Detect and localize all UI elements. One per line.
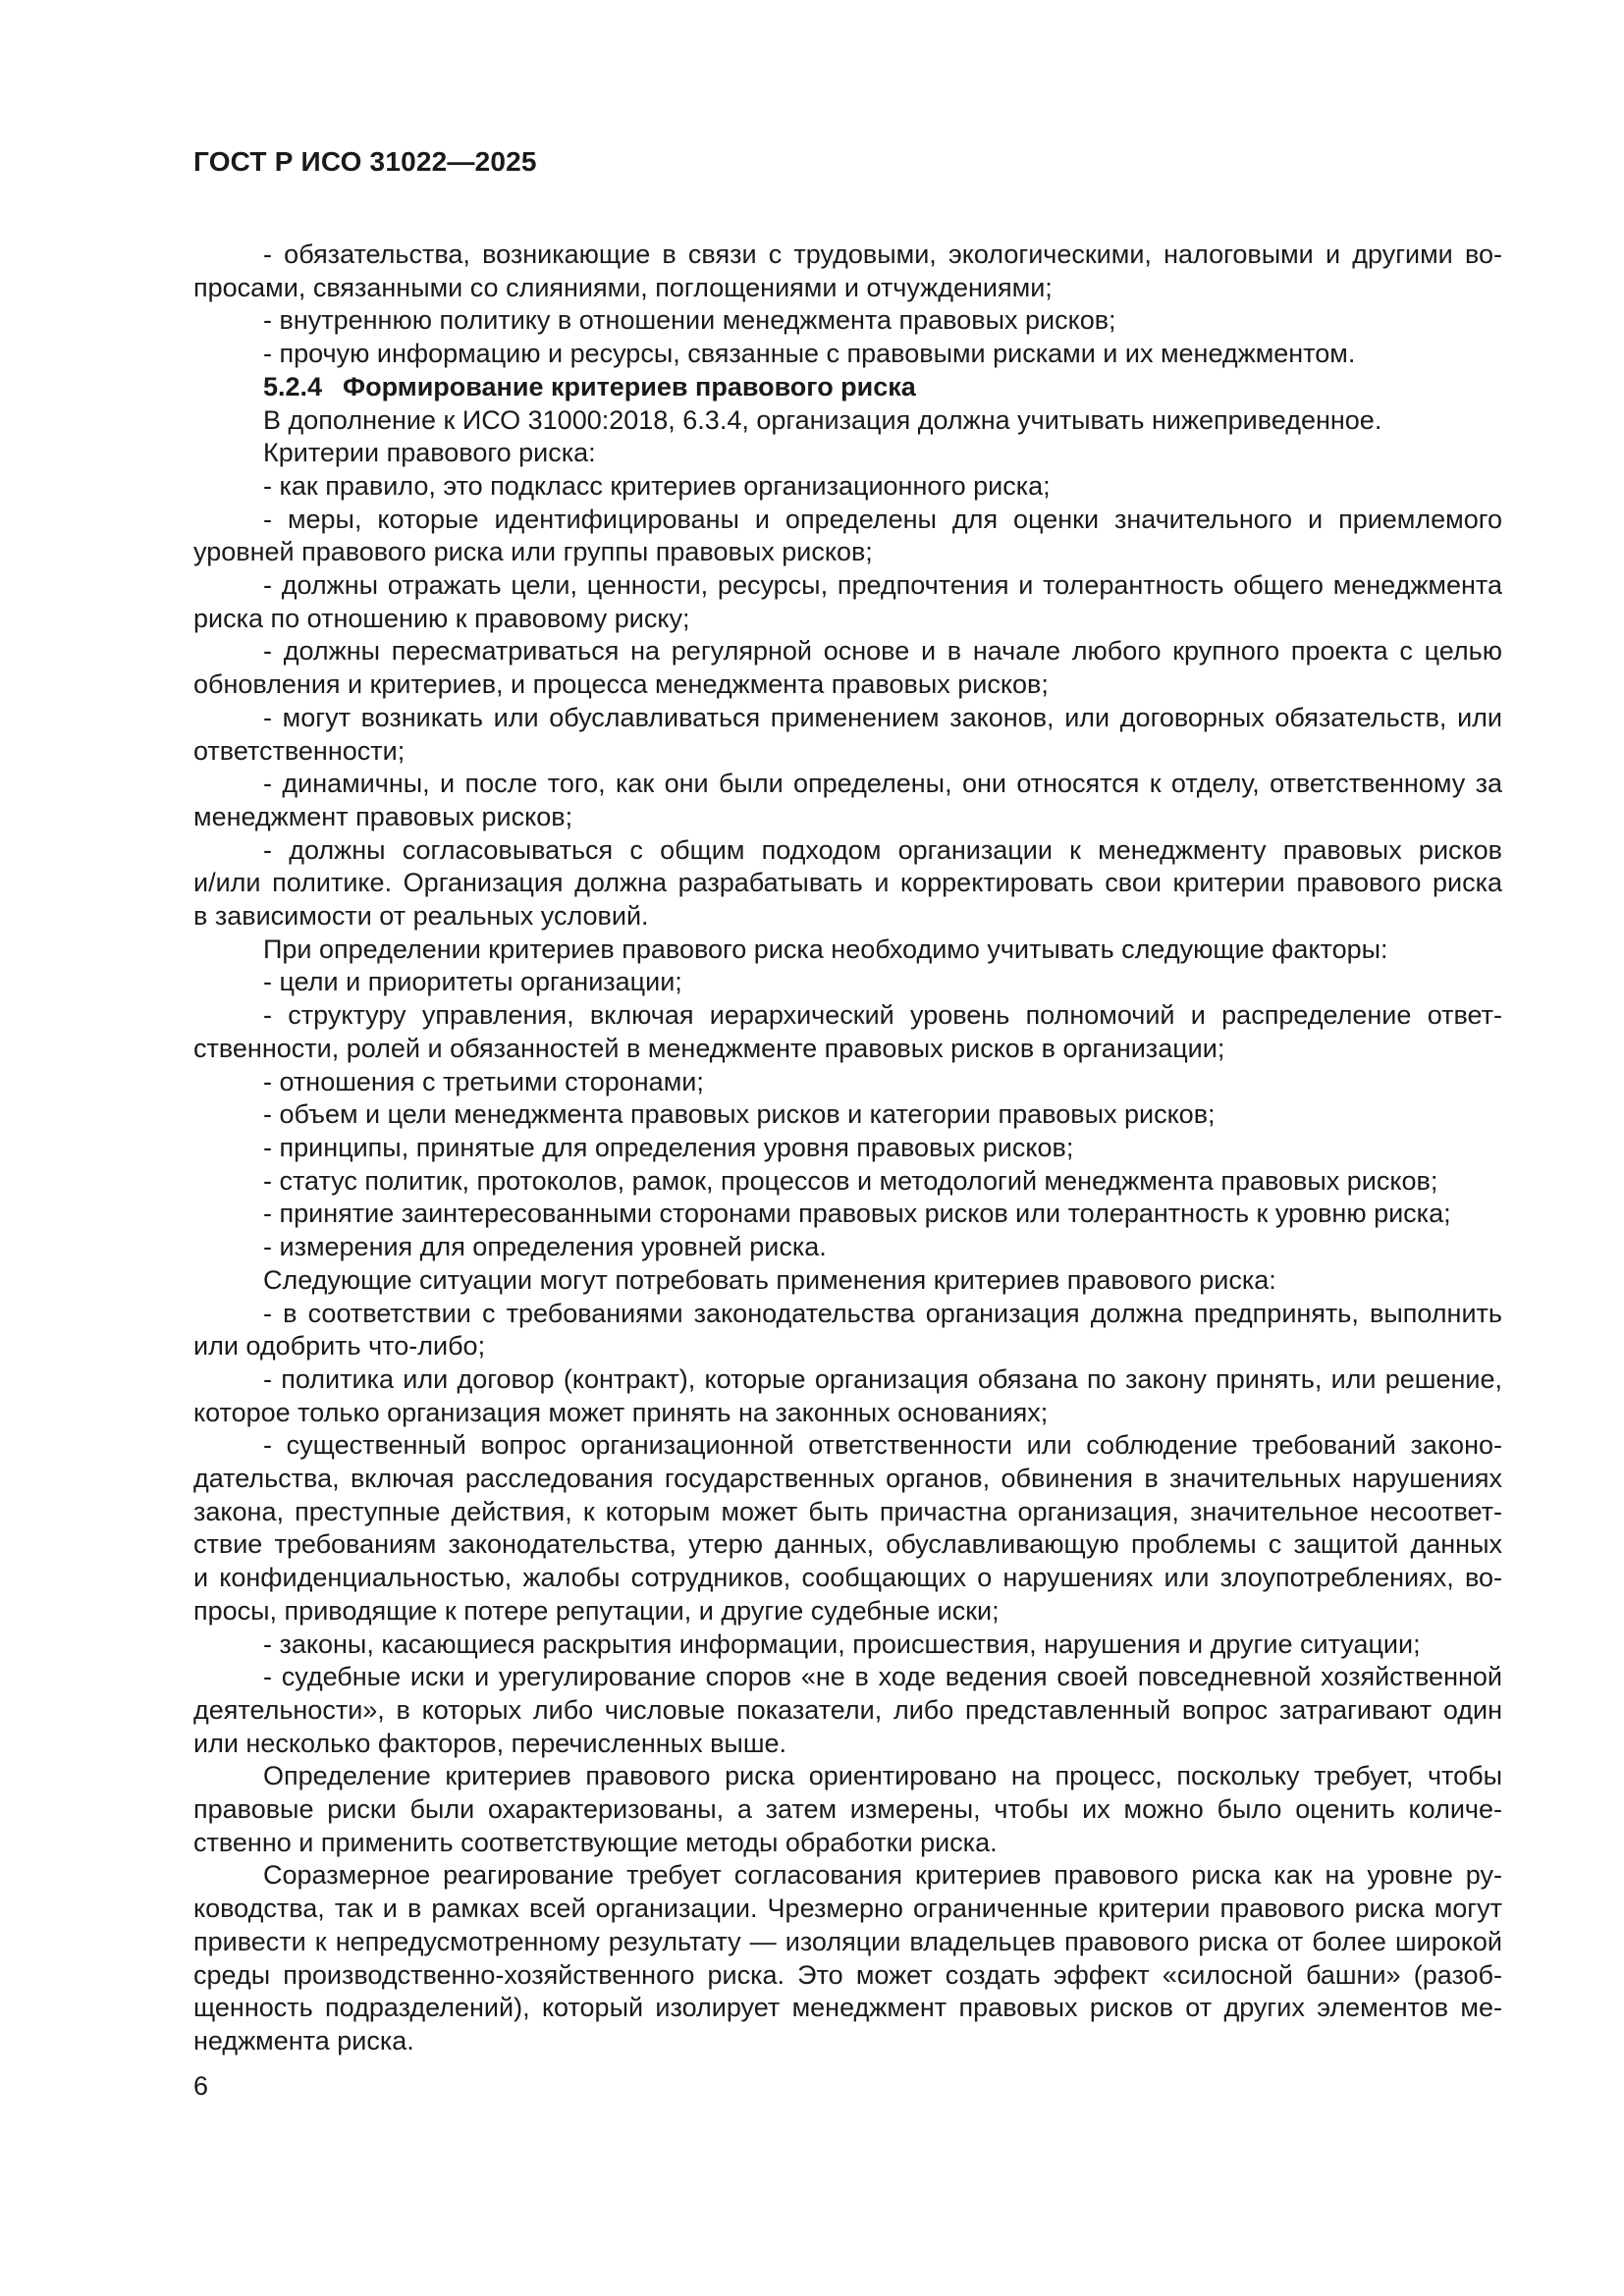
bullet-disclosure-laws-line: - законы, касающиеся раскрытия информации, происшествия, нарушения и другие ситуации; <box>263 1629 1421 1659</box>
para-process-oriented-line: правовые риски были охарактеризованы, а затем измерены, чтобы их можно было оценить количе- <box>193 1794 1502 1825</box>
para-criteria-intro-line: Критерии правового риска: <box>263 438 596 468</box>
para-proportionate-response-line: щенность подразделений), который изолирует менеджмент правовых рисков от других элементов ме- <box>193 1993 1502 2023</box>
para-other-info-line: - прочую информацию и ресурсы, связанные с правовыми рисками и их менеджментом. <box>263 339 1356 369</box>
para-process-oriented-line: ственно и применить соответствующие методы обработки риска. <box>193 1827 998 1857</box>
bullet-law-requirements-line: - в соответствии с требованиями законодательства организация должна предпринять, выполнить <box>263 1298 1502 1328</box>
bullet-measures-line: уровней правового риска или группы правовых рисков; <box>193 537 873 567</box>
para-internal-policy-line: - внутреннюю политику в отношении менеджмента правовых рисков; <box>263 305 1116 336</box>
bullet-subclass-line: - как правило, это подкласс критериев организационного риска; <box>263 470 1051 501</box>
bullet-litigation-line: деятельности», в которых либо числовые показатели, либо представленный вопрос затрагивают один <box>193 1694 1502 1725</box>
bullet-governance-line: - структуру управления, включая иерархический уровень полномочий и распределение ответ- <box>263 1000 1502 1031</box>
bullet-align-line: - должны согласовываться с общим подходом организации к менеджменту правовых рисков <box>263 834 1502 865</box>
bullet-reflect-goals-line: - должны отражать цели, ценности, ресурсы, предпочтения и толерантность общего менеджмента <box>263 570 1502 601</box>
bullet-align-line: в зависимости от реальных условий. <box>193 901 649 932</box>
bullet-substantial-issue-line: закона, преступные действия, к которым может быть причастна организация, значительное несоответ- <box>193 1496 1502 1526</box>
document-body <box>193 239 1502 2058</box>
bullet-align-line: и/или политике. Организация должна разрабатывать и корректировать свои критерии правового риска <box>193 868 1502 898</box>
bullet-review-line: - должны пересматриваться на регулярной основе и в начале любого крупного проекта с целью <box>263 636 1502 667</box>
para-process-oriented-line: Определение критериев правового риска ориентировано на процесс, поскольку требует, чтобы <box>263 1761 1502 1791</box>
bullet-principles-line: - принципы, принятые для определения уровня правовых рисков; <box>263 1132 1074 1162</box>
bullet-measures-line: - меры, которые идентифицированы и определены для оценки значительного и приемлемого <box>263 504 1502 534</box>
para-liabilities-line: просами, связанными со слияниями, поглощениями и отчуждениями; <box>193 272 1053 302</box>
bullet-third-parties-line: - отношения с третьими сторонами; <box>263 1066 704 1096</box>
bullet-policy-contract-line: - политика или договор (контракт), которые организация обязана по закону принять, или решение, <box>263 1363 1502 1394</box>
para-proportionate-response-line: Соразмерное реагирование требует согласования критериев правового риска как на уровне ру- <box>263 1860 1502 1891</box>
para-factors-intro-line: При определении критериев правового риска необходимо учитывать следующие факторы: <box>263 934 1388 964</box>
bullet-dynamic-line: менеджмент правовых рисков; <box>193 801 573 831</box>
bullet-measurements-line: - измерения для определения уровней риска. <box>263 1232 827 1262</box>
bullet-goals-priorities-line: - цели и приоритеты организации; <box>263 967 682 997</box>
bullet-litigation-line: или несколько факторов, перечисленных выше. <box>193 1728 786 1758</box>
bullet-policy-contract-line: которое только организация может принять на законных основаниях; <box>193 1397 1049 1427</box>
para-proportionate-response-line: неджмента риска. <box>193 2025 414 2056</box>
bullet-scope-goals-line: - объем и цели менеджмента правовых рисков и категории правовых рисков; <box>263 1099 1216 1130</box>
bullet-dynamic-line: - динамичны, и после того, как они были определены, они относятся к отделу, ответственному за <box>263 769 1502 799</box>
bullet-review-line: обновления и критериев, и процесса менеджмента правовых рисков; <box>193 669 1049 700</box>
running-header: ГОСТ Р ИСО 31022—2025 <box>193 146 537 177</box>
heading-5-2-4-line: 5.2.4 Формирование критериев правового риска <box>263 371 916 401</box>
bullet-status-policies-line: - статус политик, протоколов, рамок, процессов и методологий менеджмента правовых рисков; <box>263 1165 1438 1196</box>
bullet-law-requirements-line: или одобрить что-либо; <box>193 1331 486 1362</box>
para-addition-iso-line: В дополнение к ИСО 31000:2018, 6.3.4, организация должна учитывать нижеприведенное. <box>263 404 1382 435</box>
bullet-stakeholder-acceptance-line: - принятие заинтересованными сторонами правовых рисков или толерантность к уровню риска; <box>263 1199 1451 1229</box>
bullet-arise-line: ответственности; <box>193 735 406 766</box>
bullet-reflect-goals-line: риска по отношению к правовому риску; <box>193 603 690 633</box>
para-situations-intro-line: Следующие ситуации могут потребовать применения критериев правового риска: <box>263 1264 1276 1295</box>
para-liabilities-line: - обязательства, возникающие в связи с трудовыми, экологическими, налоговыми и другими во- <box>263 240 1502 269</box>
para-proportionate-response-line: ководства, так и в рамках всей организации. Чрезмерно ограниченные критерии правового риска могут <box>193 1894 1502 1924</box>
bullet-substantial-issue-line: и конфиденциальностью, жалобы сотрудников, сообщающих о нарушениях или злоупотреблениях, во- <box>193 1563 1502 1593</box>
bullet-arise-line: - могут возникать или обуславливаться применением законов, или договорных обязательств, или <box>263 702 1502 732</box>
bullet-substantial-issue-line: - существенный вопрос организационной ответственности или соблюдение требований законо- <box>263 1430 1502 1461</box>
bullet-substantial-issue-line: дательства, включая расследования государственных органов, обвинения в значительных нарушениях <box>193 1464 1502 1494</box>
bullet-governance-line: ственности, ролей и обязанностей в менеджменте правовых рисков в организации; <box>193 1033 1225 1063</box>
page-number: 6 <box>193 2071 209 2101</box>
bullet-substantial-issue-line: ствие требованиям законодательства, утерю данных, обуславливающую проблемы с защитой данных <box>193 1529 1502 1560</box>
bullet-litigation-line: - судебные иски и урегулирование споров «не в ходе ведения своей повседневной хозяйственной <box>263 1662 1502 1692</box>
para-proportionate-response-line: среды производственно-хозяйственного риска. Это может создать эффект «силосной башни» (разоб- <box>193 1959 1502 1990</box>
para-proportionate-response-line: привести к непредусмотренному результату — изоляции владельцев правового риска от более широкой <box>193 1926 1502 1956</box>
bullet-substantial-issue-line: просы, приводящие к потере репутации, и другие судебные иски; <box>193 1595 1000 1626</box>
